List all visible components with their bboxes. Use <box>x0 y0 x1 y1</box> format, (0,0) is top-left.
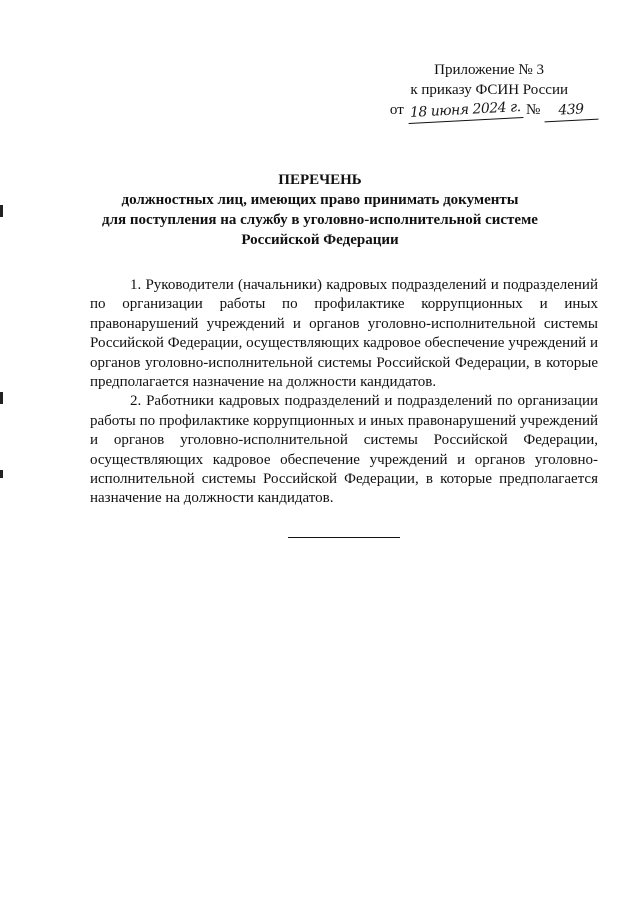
title-main: ПЕРЕЧЕНЬ <box>278 172 362 188</box>
appendix-order-reference: к приказу ФСИН России <box>410 82 568 98</box>
title-subline: Российской Федерации <box>241 232 399 248</box>
from-label: от <box>389 102 404 118</box>
title-subline: должностных лиц, имеющих право принимать документы <box>121 192 519 208</box>
handwritten-date: 18 июня 2024 г. <box>407 97 523 124</box>
number-label: № <box>525 102 541 118</box>
order-date-number-line <box>378 100 598 121</box>
end-divider <box>288 537 400 538</box>
scan-artifact <box>0 470 3 478</box>
document-body <box>90 276 598 509</box>
scan-artifact <box>0 205 3 217</box>
list-item: 1. Руководители (начальники) кадровых подразделений и подразделений по организации работы по профилактике коррупционных и иных правонарушений учреждений и органов уголовно-исполнительной системы Российской Федерации, осуществляющих кадровое обеспечение учреждений и органов уголовно-исполнительной системы Российской Федерации, в которые предполагается назначение на должности кандидатов. <box>90 277 598 391</box>
title-subline: для поступления на службу в уголовно-исполнительной системе <box>102 212 538 228</box>
document-title <box>60 170 580 250</box>
appendix-number: Приложение № 3 <box>434 62 544 78</box>
scan-artifact <box>0 392 3 404</box>
list-item: 2. Работники кадровых подразделений и подразделений по организации работы по профилактике коррупционных и иных правонарушений учреждений и органов уголовно-исполнительной системы Российской Федерации, осуществляющих кадровое обеспечение учреждений и органов уголовно-исполнительной системы Российской Федерации, в которые предполагается назначение на должности кандидатов. <box>90 393 598 507</box>
handwritten-order-number: 439 <box>543 99 598 123</box>
appendix-header <box>378 60 598 121</box>
